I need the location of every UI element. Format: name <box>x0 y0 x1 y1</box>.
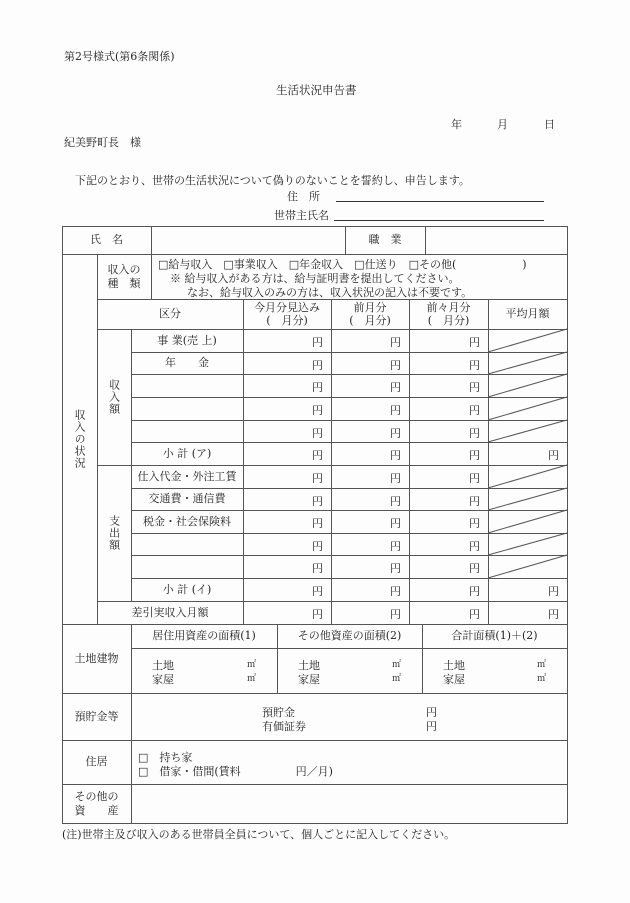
expense-row-3-yen-1[interactable]: 円 <box>390 540 401 553</box>
expense-row-0-label: 仕入代金・外注工賃 <box>137 469 237 483</box>
land-col-other: その他資産の面積(2) <box>297 629 402 643</box>
other-assets-label-2: 資 産 <box>74 803 119 817</box>
date-day: 日 <box>544 118 555 131</box>
income-row-3-yen-0[interactable]: 円 <box>312 404 323 417</box>
net-income-avg-yen[interactable]: 円 <box>548 608 559 621</box>
expense-row-1-yen-2[interactable]: 円 <box>469 495 480 508</box>
income-row-1-yen-2[interactable]: 円 <box>469 359 480 372</box>
expense-row-2-label: 税金・社会保険料 <box>143 514 231 528</box>
income-type-note-1: ※ 給与収入がある方は、給与証明書を提出してください。 <box>170 272 460 285</box>
expense-row-2-yen-1[interactable]: 円 <box>390 517 401 530</box>
prev-month-header-1: 前々月分 <box>426 300 471 314</box>
income-row-1-yen-0[interactable]: 円 <box>312 359 323 372</box>
land-tot-land-unit: ㎡ <box>537 660 547 670</box>
date-year: 年 <box>451 118 462 131</box>
address-label: 住 所 <box>287 190 320 203</box>
expense-row-2-yen-2[interactable]: 円 <box>469 517 480 530</box>
expense-row-4-yen-0[interactable]: 円 <box>312 562 323 575</box>
income-row-2-yen-0[interactable]: 円 <box>312 381 323 394</box>
name-field[interactable] <box>152 227 344 253</box>
securities-label: 有価証券 <box>262 720 306 733</box>
this-month-header-2: ( 月分) <box>266 314 308 327</box>
income-type-note-2: なお、給与収入のみの方は、収入状況の記入は不要です。 <box>187 286 473 299</box>
income-amount-text: 収入額 <box>107 379 121 415</box>
land-col-total: 合計面積(1)＋(2) <box>451 629 538 643</box>
slash <box>488 488 567 510</box>
slash <box>488 510 567 533</box>
income-row-0-label: 事 業(売 上) <box>157 333 217 347</box>
net-income-yen-1[interactable]: 円 <box>390 608 401 621</box>
average-header: 平均月額 <box>505 307 550 321</box>
slash <box>488 374 567 397</box>
deposit-label: 預貯金 <box>262 706 295 719</box>
income-status-text: 収入の状況 <box>73 409 87 469</box>
expense-amount-text: 支出額 <box>107 515 121 551</box>
land-col-residential: 居住用資産の面積(1) <box>152 629 256 643</box>
income-amount-label <box>97 329 131 465</box>
expense-subtotal-yen-0[interactable]: 円 <box>312 585 323 598</box>
land-label: 土地建物 <box>74 651 119 665</box>
land-tot-house: 家屋 <box>443 673 465 686</box>
footnote: (注)世帯主及び収入のある世帯員全員について、個人ごとに記入してください。 <box>62 828 456 841</box>
income-subtotal-yen-2[interactable]: 円 <box>469 449 480 462</box>
net-income-yen-2[interactable]: 円 <box>469 608 480 621</box>
head-name-label: 世帯主氏名 <box>274 209 329 222</box>
expense-subtotal-label: 小 計 (イ) <box>162 582 212 596</box>
expense-amount-label <box>97 465 131 601</box>
last-month-header <box>331 299 409 329</box>
land-res-land-unit: ㎡ <box>247 660 257 670</box>
last-month-header-2: ( 月分) <box>349 314 391 327</box>
expense-row-3-label <box>131 533 243 555</box>
expense-row-4-yen-1[interactable]: 円 <box>390 562 401 575</box>
income-row-2-label <box>131 374 243 397</box>
slash <box>488 329 567 352</box>
occupation-label: 職 業 <box>368 233 402 247</box>
securities-yen: 円 <box>426 720 437 733</box>
income-subtotal-yen-0[interactable]: 円 <box>312 449 323 462</box>
land-oth-house-unit: ㎡ <box>392 674 402 684</box>
income-type-label <box>97 254 151 299</box>
slash <box>488 352 567 374</box>
prev-month-header <box>409 299 488 329</box>
savings-label: 預貯金等 <box>74 709 119 723</box>
income-row-4-label <box>131 420 243 442</box>
housing-rent-option[interactable]: □ 借家・借間(賃料 円／月) <box>138 765 333 778</box>
land-oth-land-unit: ㎡ <box>392 660 402 670</box>
deposit-yen: 円 <box>426 706 437 719</box>
income-row-1-yen-1[interactable]: 円 <box>390 359 401 372</box>
expense-row-0-yen-2[interactable]: 円 <box>469 472 480 485</box>
slash <box>488 465 567 488</box>
income-row-2-yen-2[interactable]: 円 <box>469 381 480 394</box>
land-oth-land: 土地 <box>298 659 320 672</box>
last-month-header-1: 前月分 <box>353 300 387 314</box>
income-row-0-yen-2[interactable]: 円 <box>469 336 480 349</box>
expense-subtotal-avg-yen[interactable]: 円 <box>548 585 559 598</box>
expense-row-1-yen-1[interactable]: 円 <box>390 495 401 508</box>
slash <box>488 397 567 420</box>
income-subtotal-yen-1[interactable]: 円 <box>390 449 401 462</box>
income-row-4-yen-2[interactable]: 円 <box>469 427 480 440</box>
income-row-0-yen-1[interactable]: 円 <box>390 336 401 349</box>
expense-row-1-label: 交通費・通信費 <box>148 492 226 506</box>
this-month-header-1: 今月分見込み <box>254 300 320 314</box>
income-subtotal-label: 小 計 (ア) <box>162 446 212 460</box>
land-res-land: 土地 <box>152 659 174 672</box>
other-assets-label <box>62 784 131 823</box>
expense-row-4-label <box>131 555 243 578</box>
other-assets-label-1: その他の <box>74 790 119 804</box>
land-res-house-unit: ㎡ <box>247 674 257 684</box>
income-row-3-yen-1[interactable]: 円 <box>390 404 401 417</box>
income-row-3-label <box>131 397 243 420</box>
income-type-options[interactable]: □給与収入 □事業収入 □年金収入 □仕送り □その他( ) <box>158 258 527 271</box>
this-month-header <box>243 299 331 329</box>
housing-own-option[interactable]: □ 持ち家 <box>138 751 193 764</box>
income-row-3-yen-2[interactable]: 円 <box>469 404 480 417</box>
declaration-text: 下記のとおり、世帯の生活状況について偽りのないことを誓約し、申告します。 <box>75 174 470 187</box>
date-month: 月 <box>497 118 508 131</box>
land-res-house: 家屋 <box>152 673 174 686</box>
net-income-label: 差引実収入月額 <box>131 605 209 619</box>
income-row-1-label: 年 金 <box>165 356 209 370</box>
expense-row-4-yen-2[interactable]: 円 <box>469 562 480 575</box>
income-type-label-2: 種 類 <box>107 276 141 290</box>
expense-row-2-yen-0[interactable]: 円 <box>312 517 323 530</box>
occupation-field[interactable] <box>426 227 566 253</box>
name-label: 氏 名 <box>90 233 123 247</box>
net-income-yen-0[interactable]: 円 <box>312 608 323 621</box>
expense-row-0-yen-1[interactable]: 円 <box>390 472 401 485</box>
income-row-0-yen-0[interactable]: 円 <box>312 336 323 349</box>
land-tot-house-unit: ㎡ <box>537 674 547 684</box>
expense-row-3-yen-2[interactable]: 円 <box>469 540 480 553</box>
category-header: 区分 <box>159 307 181 321</box>
expense-row-1-yen-0[interactable]: 円 <box>312 495 323 508</box>
slash <box>488 533 567 555</box>
income-type-label-1: 収入の <box>107 263 141 277</box>
income-status-label <box>62 254 97 624</box>
income-subtotal-avg-yen[interactable]: 円 <box>548 449 559 462</box>
housing-label: 住居 <box>85 755 108 769</box>
expense-row-0-yen-0[interactable]: 円 <box>312 472 323 485</box>
form-number: 第2号様式(第6条関係) <box>64 50 175 63</box>
income-row-2-yen-1[interactable]: 円 <box>390 381 401 394</box>
slash <box>488 420 567 442</box>
slash <box>488 555 567 578</box>
land-oth-house: 家屋 <box>298 673 320 686</box>
page-title: 生活状況申告書 <box>276 83 357 97</box>
expense-subtotal-yen-1[interactable]: 円 <box>390 585 401 598</box>
expense-row-3-yen-0[interactable]: 円 <box>312 540 323 553</box>
expense-subtotal-yen-2[interactable]: 円 <box>469 585 480 598</box>
income-row-4-yen-0[interactable]: 円 <box>312 427 323 440</box>
other-assets-field[interactable] <box>132 785 566 822</box>
income-row-4-yen-1[interactable]: 円 <box>390 427 401 440</box>
prev-month-header-2: ( 月分) <box>427 314 470 327</box>
addressee: 紀美野町長 様 <box>64 136 141 149</box>
land-tot-land: 土地 <box>443 659 465 672</box>
